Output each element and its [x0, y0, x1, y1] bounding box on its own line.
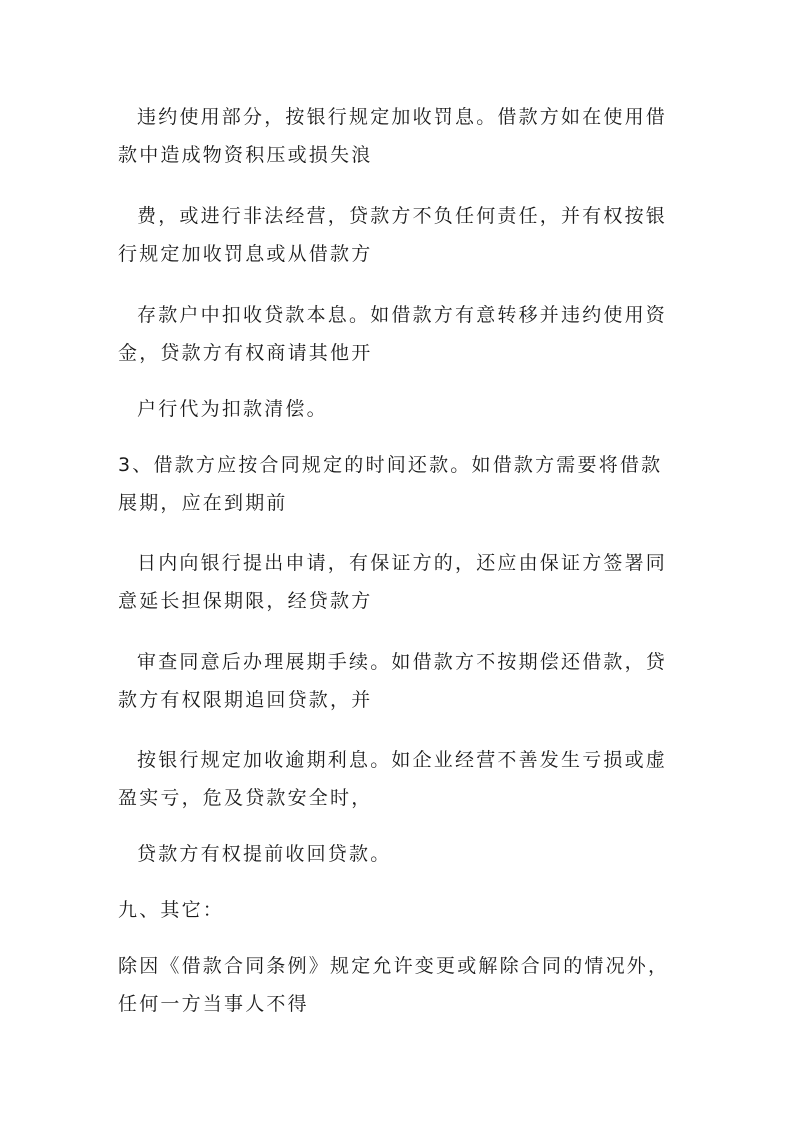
paragraph-line: 任何一方当事人不得 [118, 993, 309, 1015]
section-heading-other: 九、其它： [118, 899, 225, 921]
paragraph-line: 意延长担保期限，经贷款方 [118, 590, 373, 612]
paragraph-line: 行规定加收罚息或从借款方 [118, 243, 373, 265]
paragraph-line: 违约使用部分，按银行规定加收罚息。借款方如在使用借 [137, 106, 668, 128]
paragraph-line: 金，贷款方有权商请其他开 [118, 342, 373, 364]
paragraph-line: 盈实亏，危及贷款安全时， [118, 787, 373, 809]
paragraph-line: 贷款方有权提前收回贷款。 [137, 843, 392, 865]
paragraph-line: 存款户中扣收贷款本息。如借款方有意转移并违约使用资 [137, 304, 668, 326]
paragraph-line: 审查同意后办理展期手续。如借款方不按期偿还借款，贷 [137, 651, 668, 673]
paragraph-line: 户行代为扣款清偿。 [137, 398, 328, 420]
paragraph-line: 费，或进行非法经营，贷款方不负任何责任，并有权按银 [137, 205, 668, 227]
paragraph-line: 按银行规定加收逾期利息。如企业经营不善发生亏损或虚 [137, 749, 668, 771]
paragraph-line: 款中造成物资积压或损失浪 [118, 144, 373, 166]
paragraph-line: 展期，应在到期前 [118, 492, 288, 514]
paragraph-line: 款方有权限期追回贷款，并 [118, 689, 373, 711]
paragraph-line: 日内向银行提出申请，有保证方的，还应由保证方签署同 [137, 552, 668, 574]
paragraph-line: 除因《借款合同条例》规定允许变更或解除合同的情况外， [118, 955, 670, 977]
clause-3-heading-line: 3、借款方应按合同规定的时间还款。如借款方需要将借款 [118, 454, 663, 476]
